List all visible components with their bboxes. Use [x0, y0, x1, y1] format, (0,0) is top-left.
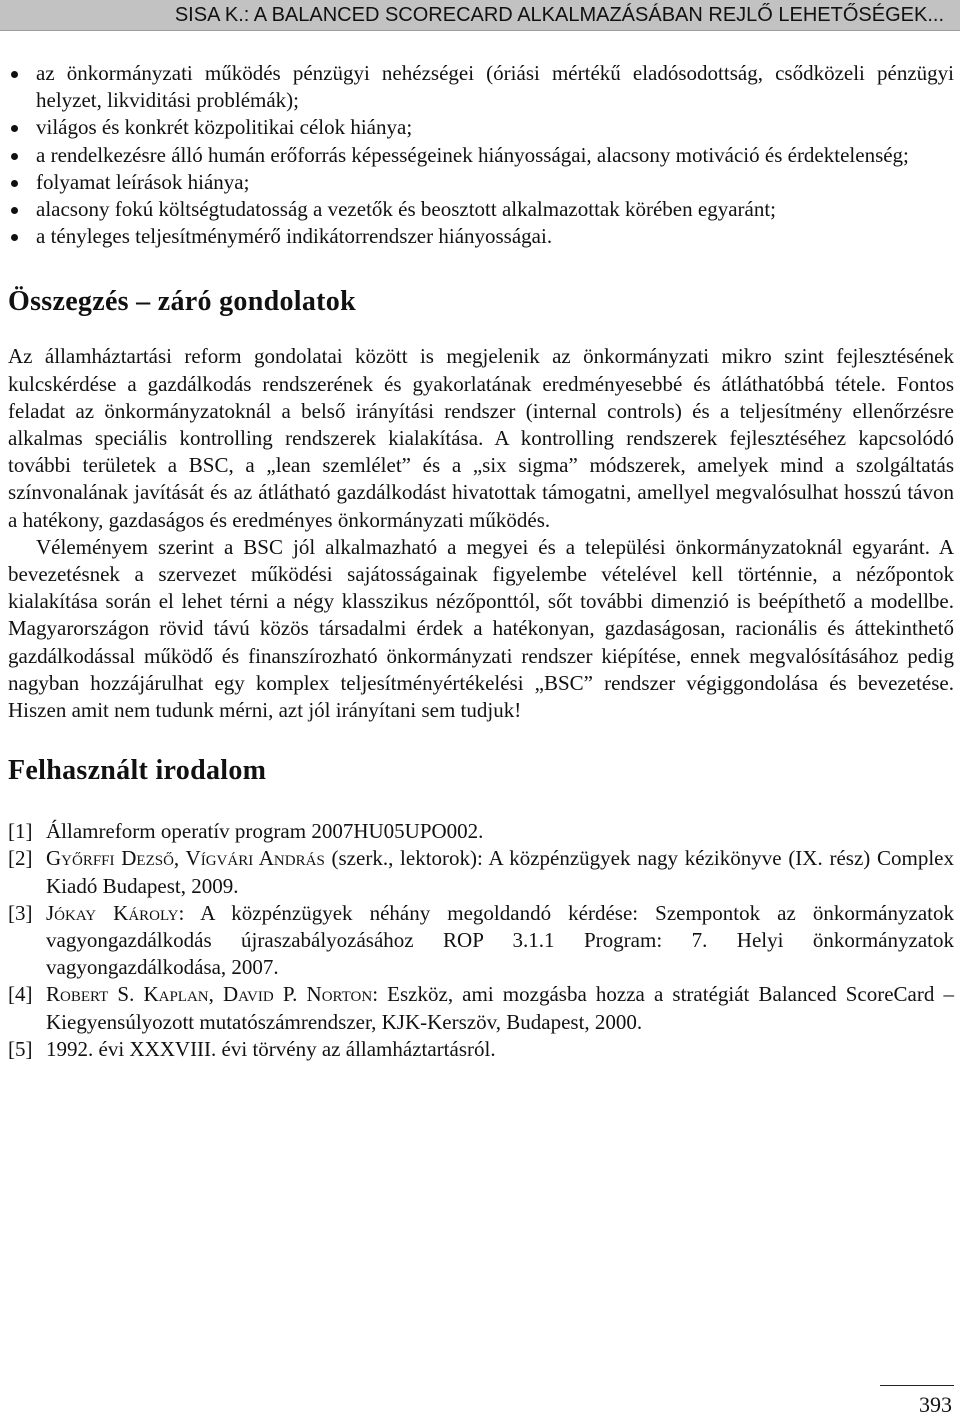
reference-item: [8, 818, 954, 845]
reference-list: [8, 818, 954, 1063]
reference-number: [3]: [8, 900, 33, 925]
reference-number: [1]: [8, 819, 33, 844]
reference-author: Robert S. Kaplan, David P. Norton: [46, 982, 373, 1007]
list-item: az önkormányzati működés pénzügyi nehézségei (óriási mértékű eladósodottság, csődközeli pénzügyi helyzet, likviditási problémák);: [8, 60, 954, 114]
footer-rule: [880, 1385, 954, 1386]
page-body: [8, 60, 954, 1063]
reference-item: [8, 981, 954, 1035]
list-item: folyamat leírások hiánya;: [8, 169, 954, 196]
page-number: 393: [919, 1392, 952, 1417]
reference-author: Jókay Károly: [46, 900, 179, 925]
summary-paragraph: Véleményem szerint a BSC jól alkalmazható a megyei és a települési önkormányzatoknál egyaránt. A bevezetésnek a szervezet működési sajátosságainak figyelembe vételével kell történnie, a nézőpontok kialakítása során el lehet térni a négy klasszikus nézőponttól, sőt további dimenzió is beépíthető a modellbe. Magyarországon rövid távú közös társadalmi érdek a hatékonyan, gazdaságosan, racionális és áttekinthető gazdálkodással működő és finanszírozható önkormányzati rendszer kiépítése, ennek megvalósításához pedig nagyban hozzájárulhat egy komplex teljesítményértékelési „BSC” rendszer végiggondolása és bevezetése. Hiszen amit nem tudunk mérni, azt jól irányítani sem tudjuk!: [8, 534, 954, 723]
reference-text: 1992. évi XXXVIII. évi törvény az államháztartásról.: [46, 1036, 496, 1061]
reference-text: : A közpénzügyek néhány megoldandó kérdése: Szempontok az önkormányzatok vagyongazdálkodás újraszabályozásához ROP 3.1.1 Program: 7. Helyi önkormányzatok vagyongazdálkodása, 2007.: [46, 900, 954, 980]
reference-item: [8, 900, 954, 982]
summary-heading: Összegzés – záró gondolatok: [8, 286, 356, 318]
list-item: alacsony fokú költségtudatosság a vezetők és beosztott alkalmazottak körében egyaránt;: [8, 196, 954, 223]
reference-number: [4]: [8, 982, 33, 1007]
reference-item: [8, 845, 954, 899]
reference-number: [5]: [8, 1036, 33, 1061]
list-item: a rendelkezésre álló humán erőforrás képességeinek hiányosságai, alacsony motiváció és érdektelenség;: [8, 142, 954, 169]
list-item: a tényleges teljesítménymérő indikátorrendszer hiányosságai.: [8, 223, 954, 250]
list-item: világos és konkrét közpolitikai célok hiánya;: [8, 114, 954, 141]
problem-list: [8, 60, 954, 250]
summary-paragraph: Az államháztartási reform gondolatai között is megjelenik az önkormányzati mikro szint fejlesztésének kulcskérdése a gazdálkodás rendszerének és gyakorlatának eredményesebbé és átláthatóbbá tétele. Fontos feladat az önkormányzatoknál a belső irányítási rendszer (internal controls) és a teljesítmény ellenőrzésre alkalmas speciális kontrolling rendszerek kialakítása. A kontrolling rendszerek fejlesztéséhez kapcsolódó további területek a BSC, a „lean szemlélet” és a „six sigma” módszerek, amelyek mind a szolgáltatás színvonalának javítását és az átlátható gazdálkodást hivatottak támogatni, amellyel megvalósulhat hosszú távon a hatékony, gazdaságos és eredményes önkormányzati működés.: [8, 344, 954, 532]
references-heading: Felhasznált irodalom: [8, 755, 267, 787]
reference-text: (szerk., lektorok): A közpénzügyek nagy kézikönyve (IX. rész) Complex Kiadó Budapest, 2009.: [46, 846, 954, 898]
reference-text: : Eszköz, ami mozgásba hozza a stratégiát Balanced ScoreCard – Kiegyensúlyozott mutatószámrendszer, KJK-Kerszöv, Budapest, 2000.: [46, 982, 954, 1034]
reference-number: [2]: [8, 846, 33, 871]
reference-author: Győrffi Dezső, Vígvári András: [46, 846, 325, 871]
reference-text: Államreform operatív program 2007HU05UPO002.: [46, 819, 484, 844]
reference-item: [8, 1036, 954, 1063]
running-header: SISA K.: A BALANCED SCORECARD ALKALMAZÁSÁBAN REJLŐ LEHETŐSÉGEK...: [0, 0, 960, 31]
